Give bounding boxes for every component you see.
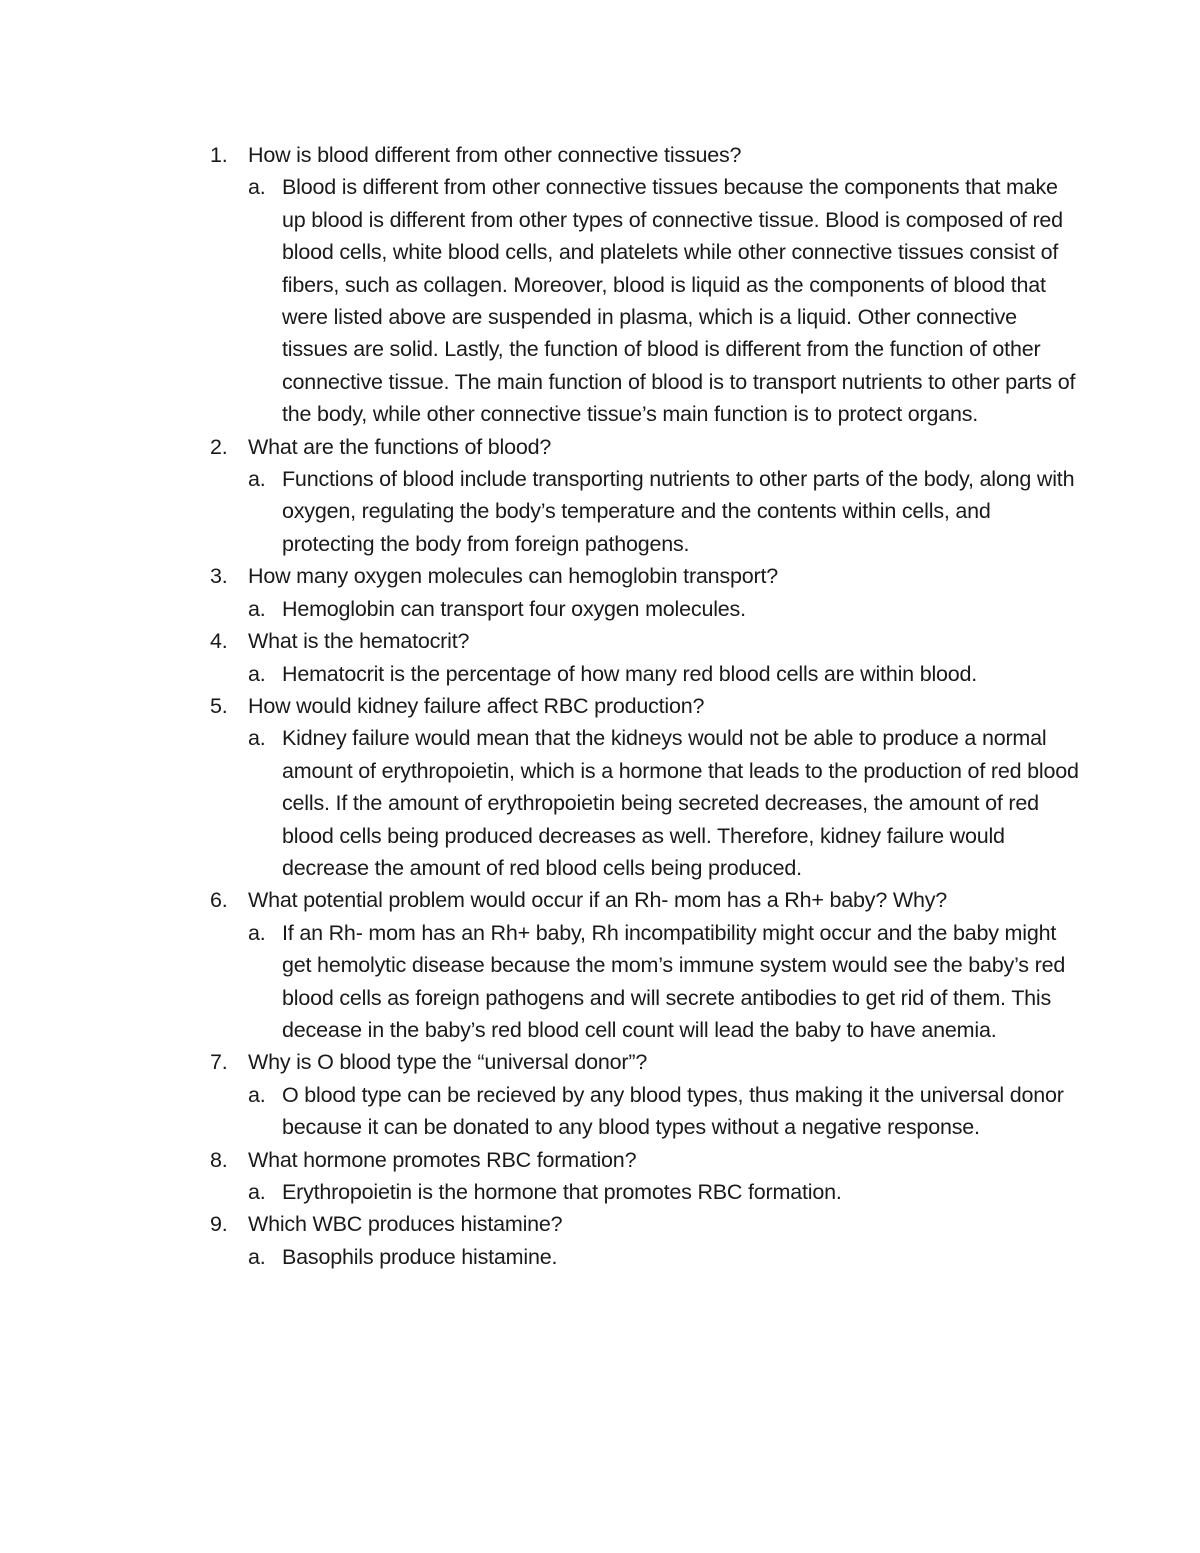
answer-marker: a.	[248, 467, 266, 492]
answer-marker: a.	[248, 1180, 266, 1204]
question-text: What potential problem would occur if an Rh- mom has a Rh+ baby? Why?	[248, 888, 948, 913]
question-item-1	[210, 139, 1080, 431]
question-number: 9.	[210, 1212, 228, 1237]
question-number: 7.	[210, 1050, 228, 1075]
answer-marker: a.	[248, 1244, 266, 1269]
answer-item	[248, 917, 1080, 1047]
question-number: 6.	[210, 888, 228, 913]
answer-item	[248, 463, 1080, 560]
question-text: Which WBC produces histamine?	[248, 1212, 563, 1237]
question-item-6	[210, 884, 1080, 1046]
answer-marker: a.	[248, 661, 266, 686]
answer-text: Kidney failure would mean that the kidneys would not be able to produce a normal amount of erythropoietin, which is a hormone that leads to the production of red blood cells. If the amount of erythropoietin being secreted decreases, the amount of red blood cells being produced decreases as well. Therefore, kidney failure would decrease the amount of red blood cells being produced.	[282, 726, 1079, 880]
question-number: 4.	[210, 629, 228, 654]
answer-text: O blood type can be recieved by any blood types, thus making it the universal donor because it can be donated to any blood types without a negative response.	[282, 1082, 1064, 1140]
answer-text: Blood is different from other connective tissues because the components that make up blood is different from other types of connective tissue. Blood is composed of red blood cells, white blood cells, and platelets while other connective tissues consist of fibers, such as collagen. Moreover, blood is liquid as the components of blood that were listed above are suspended in plasma, which is a liquid. Other connective tissues are solid. Lastly, the function of blood is different from the function of other connective tissue. The main function of blood is to transport nutrients to other parts of the body, while other connective tissue’s main function is to protect organs.	[282, 175, 1076, 427]
answer-text: Erythropoietin is the hormone that promotes RBC formation.	[282, 1180, 842, 1204]
answer-item	[248, 658, 1080, 690]
question-number: 8.	[210, 1147, 228, 1172]
question-number: 1.	[210, 143, 228, 167]
answer-text: Basophils produce histamine.	[282, 1244, 558, 1269]
answer-item	[248, 1241, 1080, 1273]
question-text: What are the functions of blood?	[248, 434, 552, 459]
answer-marker: a.	[248, 920, 266, 945]
question-item-4	[210, 625, 1080, 690]
answer-item	[248, 593, 1080, 625]
answer-item	[248, 171, 1080, 430]
question-text: How is blood different from other connective tissues?	[248, 143, 742, 167]
question-list	[210, 139, 1080, 1273]
answer-text: Hematocrit is the percentage of how many red blood cells are within blood.	[282, 661, 978, 686]
question-item-3	[210, 560, 1080, 625]
answer-marker: a.	[248, 175, 266, 200]
question-item-5	[210, 690, 1080, 884]
answer-text: Hemoglobin can transport four oxygen molecules.	[282, 596, 746, 621]
question-text: What hormone promotes RBC formation?	[248, 1147, 637, 1172]
question-text: What is the hematocrit?	[248, 629, 470, 654]
answer-text: Functions of blood include transporting nutrients to other parts of the body, along with oxygen, regulating the body’s temperature and the contents within cells, and protecting the body from foreign pathogens.	[282, 467, 1075, 556]
answer-marker: a.	[248, 1082, 266, 1107]
answer-marker: a.	[248, 726, 266, 751]
question-number: 3.	[210, 564, 228, 589]
question-text: How would kidney failure affect RBC production?	[248, 693, 705, 718]
question-item-2	[210, 431, 1080, 561]
question-item-9	[210, 1208, 1080, 1273]
answer-text: If an Rh- mom has an Rh+ baby, Rh incompatibility might occur and the baby might get hemolytic disease because the mom’s immune system would see the baby’s red blood cells as foreign pathogens and will secrete antibodies to get rid of them. This decease in the baby’s red blood cell count will lead the baby to have anemia.	[282, 920, 1066, 1042]
question-number: 2.	[210, 434, 228, 459]
answer-item	[248, 1079, 1080, 1144]
question-item-7	[210, 1046, 1080, 1143]
question-text: Why is O blood type the “universal donor”?	[248, 1050, 648, 1075]
question-text: How many oxygen molecules can hemoglobin transport?	[248, 564, 778, 589]
answer-item	[248, 722, 1080, 884]
question-item-8	[210, 1144, 1080, 1209]
question-number: 5.	[210, 693, 228, 718]
answer-item	[248, 1176, 1080, 1208]
answer-marker: a.	[248, 596, 266, 621]
